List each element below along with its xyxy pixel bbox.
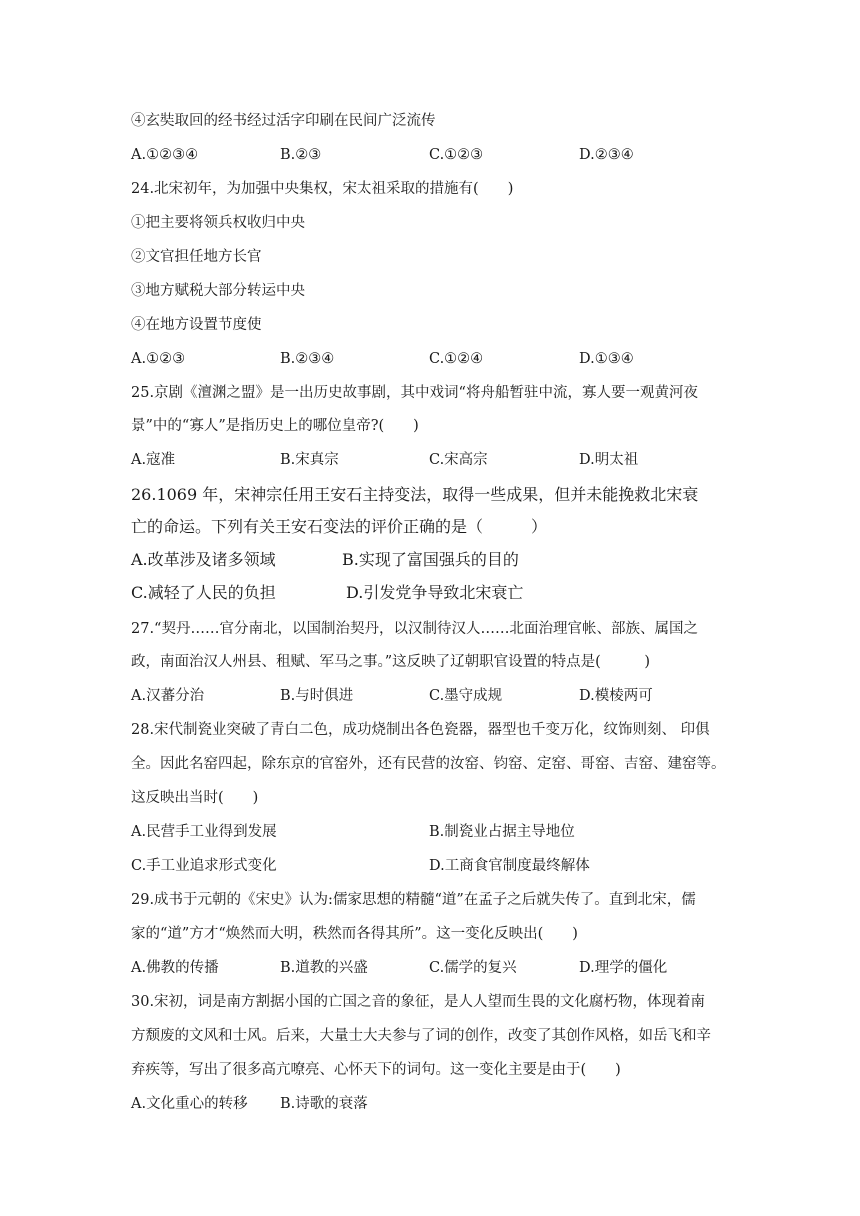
q24-stem: 24.北宋初年，为加强中央集权，宋太祖采取的措施有( ) xyxy=(131,181,514,197)
q28-option-b: B.制瓷业占据主导地位 xyxy=(429,824,575,840)
q26-options-row-1 xyxy=(131,549,731,571)
q25-stem-line-2: 景”中的“寡人”是指历史上的哪位皇帝?( ) xyxy=(131,418,419,434)
q26-option-c: C.减轻了人民的负担 xyxy=(131,583,276,602)
q24-options xyxy=(131,349,731,369)
q30-option-b: B.诗歌的衰落 xyxy=(280,1096,368,1112)
q24-statement-3: ③地方赋税大部分转运中央 xyxy=(131,283,305,299)
q28-options-row-1 xyxy=(131,822,731,842)
q27-options xyxy=(131,686,731,706)
q29-options xyxy=(131,958,731,978)
q29-option-b: B.道教的兴盛 xyxy=(280,960,368,976)
q28-stem-line-1: 28.宋代制瓷业突破了青白二色，成功烧制出各色瓷器，器型也千变万化，纹饰则刻、 印俱 xyxy=(131,722,710,738)
q23-option-d: D.②③④ xyxy=(579,147,634,163)
q24-option-a: A.①②③ xyxy=(131,351,186,367)
q26-option-b: B.实现了富国强兵的目的 xyxy=(342,550,519,569)
q26-options-row-2 xyxy=(131,582,731,604)
q30-stem-line-3: 弃疾等，写出了很多高亢嘹亮、心怀天下的词句。这一变化主要是由于( ) xyxy=(131,1062,621,1078)
q25-stem-line-1: 25.京剧《澶渊之盟》是一出历史故事剧，其中戏词“将舟船暂驻中流，寡人要一观黄河夜 xyxy=(131,385,698,401)
q29-option-d: D.理学的僵化 xyxy=(579,960,668,976)
q25-options xyxy=(131,450,731,470)
q30-options xyxy=(131,1094,731,1114)
q27-option-a: A.汉蕃分治 xyxy=(131,688,205,704)
q28-options-row-2 xyxy=(131,856,731,876)
q23-option-b: B.②③ xyxy=(280,147,322,163)
q24-statement-2: ②文官担任地方长官 xyxy=(131,249,262,265)
q28-option-c: C.手工业追求形式变化 xyxy=(131,858,277,874)
q23-options xyxy=(131,145,731,165)
q29-stem-line-1: 29.成书于元朝的《宋史》认为:儒家思想的精髓“道”在孟子之后就失传了。直到北宋，儒 xyxy=(131,892,696,908)
q25-option-a: A.寇准 xyxy=(131,452,176,468)
q28-stem-line-3: 这反映出当时( ) xyxy=(131,790,259,806)
q30-stem-line-1: 30.宋初，词是南方割据小国的亡国之音的象征，是人人望而生畏的文化腐朽物，体现着南 xyxy=(131,994,706,1010)
q30-stem-line-2: 方颓废的文风和士风。后来，大量士大夫参与了词的创作，改变了其创作风格，如岳飞和辛 xyxy=(131,1028,711,1044)
q25-option-d: D.明太祖 xyxy=(579,452,639,468)
q26-stem-line-2: 亡的命运。下列有关王安石变法的评价正确的是（ ） xyxy=(131,517,548,536)
q28-option-d: D.工商食官制度最终解体 xyxy=(429,858,590,874)
q29-option-c: C.儒学的复兴 xyxy=(429,960,517,976)
q27-option-c: C.墨守成规 xyxy=(429,688,503,704)
q26-option-d: D.引发党争导致北宋衰亡 xyxy=(346,583,524,602)
q23-statement-4: ④玄奘取回的经书经过活字印刷在民间广泛流传 xyxy=(131,113,436,129)
q24-option-b: B.②③④ xyxy=(280,351,335,367)
q24-statement-1: ①把主要将领兵权收归中央 xyxy=(131,215,305,231)
q27-stem-line-1: 27.“契丹……官分南北，以国制治契丹，以汉制待汉人……北面治理官帐、部族、属国之 xyxy=(131,621,698,637)
q29-stem-line-2: 家的“道”方才“焕然而大明，秩然而各得其所”。这一变化反映出( ) xyxy=(131,926,578,942)
q25-option-b: B.宋真宗 xyxy=(280,452,339,468)
q27-stem-line-2: 政，南面治汉人州县、租赋、军马之事。”这反映了辽朝职官设置的特点是( ) xyxy=(131,654,650,670)
q27-option-d: D.模棱两可 xyxy=(579,688,653,704)
q29-option-a: A.佛教的传播 xyxy=(131,960,219,976)
q24-option-d: D.①③④ xyxy=(579,351,634,367)
q24-statement-4: ④在地方设置节度使 xyxy=(131,317,262,333)
q28-option-a: A.民营手工业得到发展 xyxy=(131,824,277,840)
q30-option-a: A.文化重心的转移 xyxy=(131,1096,248,1112)
q25-option-c: C.宋高宗 xyxy=(429,452,488,468)
q23-option-c: C.①②③ xyxy=(429,147,484,163)
q23-option-a: A.①②③④ xyxy=(131,147,199,163)
q28-stem-line-2: 全。因此名窑四起，除东京的官窑外，还有民营的汝窑、钧窑、定窑、哥窑、吉窑、建窑等。 xyxy=(131,756,726,772)
q24-option-c: C.①②④ xyxy=(429,351,484,367)
q26-stem-line-1: 26.1069 年，宋神宗任用王安石主持变法，取得一些成果，但并未能挽救北宋衰 xyxy=(131,485,699,504)
q27-option-b: B.与时俱进 xyxy=(280,688,354,704)
q26-option-a: A.改革涉及诸多领域 xyxy=(131,550,276,569)
